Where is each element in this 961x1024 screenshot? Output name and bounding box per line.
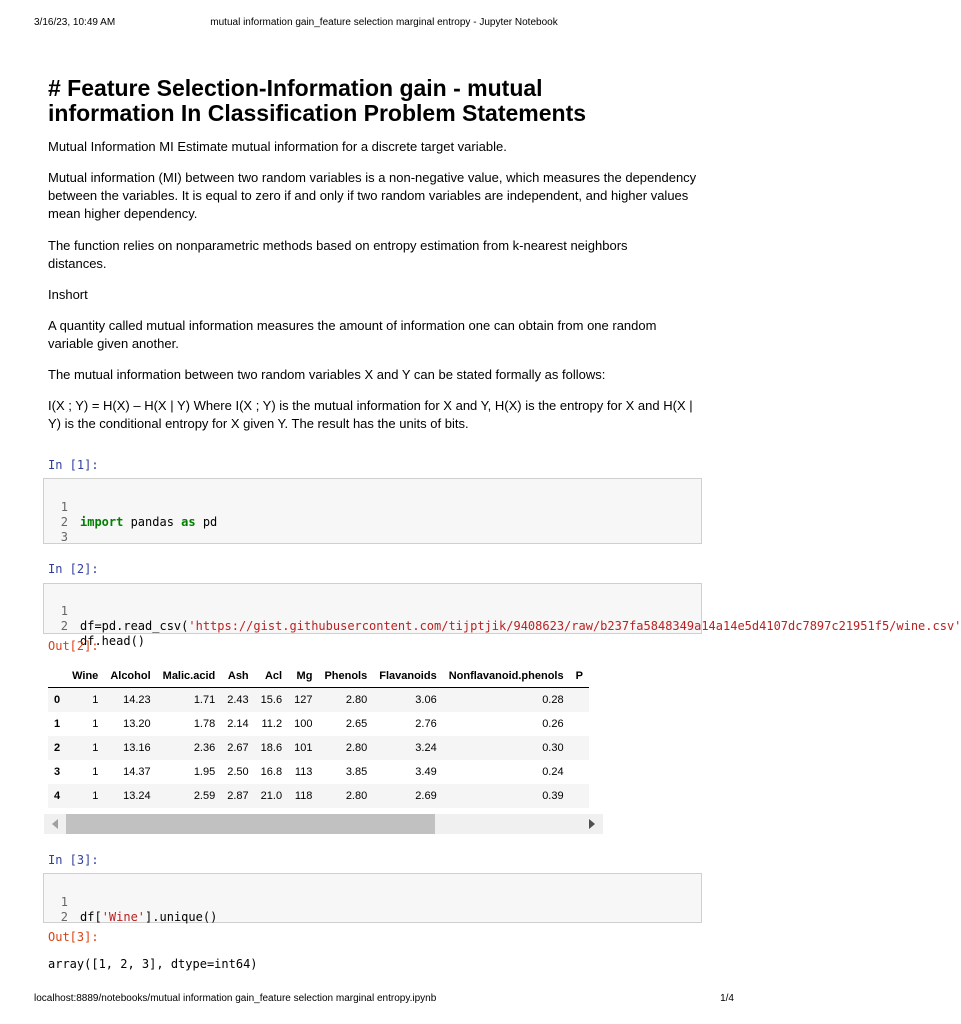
- code-token: df[: [80, 910, 102, 924]
- table-cell: 2.87: [221, 784, 254, 808]
- table-cell: 1.95: [193, 766, 216, 778]
- row-index: 3: [54, 766, 61, 778]
- string-literal: 'Wine': [101, 910, 146, 924]
- row-index: 2: [48, 736, 66, 760]
- table-cell: 13.20: [123, 718, 151, 730]
- md-paragraph-7: I(X ; Y) = H(X) – H(X | Y) Where I(X ; Y) is the mutual information for X and Y, H(X) is the entropy for X and H(X | Y) is the conditional entropy for X given Y. The result has the units of bits.: [48, 398, 693, 431]
- table-cell: 13.16: [104, 736, 156, 760]
- table-cell: 1: [66, 784, 104, 808]
- row-index: 4: [48, 784, 66, 808]
- table-cell: [570, 784, 589, 808]
- row-index: 0: [48, 688, 66, 713]
- print-date: 3/16/23, 10:49 AM: [34, 17, 116, 28]
- dataframe-table: [48, 664, 589, 808]
- code-line: [44, 485, 701, 529]
- table-cell: 3.49: [415, 766, 437, 778]
- in-prompt-2: In [2]:: [48, 562, 99, 576]
- table-cell: 21.0: [255, 784, 288, 808]
- cell-output-text: array([1, 2, 3], dtype=int64): [48, 957, 258, 971]
- code-cell-1[interactable]: [43, 478, 702, 544]
- table-cell: 14.23: [104, 688, 156, 713]
- code-line: [44, 589, 961, 633]
- column-header: [48, 664, 66, 688]
- out-prompt-3: Out[3]:: [48, 930, 99, 944]
- line-number: 2: [60, 619, 68, 633]
- table-cell: 1: [92, 766, 99, 778]
- row-index: 1: [54, 718, 61, 730]
- table-cell: 2.67: [221, 736, 254, 760]
- column-header: Mg: [288, 664, 318, 688]
- print-footer: [34, 993, 734, 1007]
- scroll-right-arrow-icon[interactable]: [589, 819, 595, 829]
- table-cell: 2.76: [415, 718, 437, 730]
- table-cell: [570, 736, 589, 760]
- line-number: 3: [60, 530, 68, 544]
- table-cell: 2.80: [318, 736, 373, 760]
- code-text: [80, 619, 961, 634]
- keyword: import: [80, 515, 124, 529]
- column-header: Wine: [66, 664, 104, 688]
- table-cell: 3.24: [373, 736, 442, 760]
- table-row: [48, 712, 589, 736]
- print-header: [34, 17, 734, 31]
- code-token: pandas: [123, 515, 182, 529]
- code-text: [80, 910, 217, 925]
- table-header-row: [48, 664, 589, 688]
- table-cell: 2.43: [221, 688, 254, 713]
- markdown-cell: [48, 75, 708, 431]
- table-cell: 2.80: [318, 688, 373, 713]
- table-row: [48, 760, 589, 784]
- horizontal-scrollbar[interactable]: [44, 814, 603, 834]
- dataframe-output: [48, 664, 603, 814]
- table-cell: 16.8: [260, 766, 283, 778]
- table-cell: 14.37: [123, 766, 151, 778]
- table-cell: 2.59: [157, 784, 222, 808]
- keyword: as: [181, 515, 196, 529]
- table-cell: 127: [288, 688, 318, 713]
- table-cell: 1: [66, 736, 104, 760]
- code-line: [44, 515, 701, 544]
- page-number: 1/4: [720, 993, 734, 1004]
- print-title: mutual information gain_feature selection marginal entropy - Jupyter Notebook: [210, 17, 558, 28]
- line-number: 1: [60, 604, 68, 618]
- md-paragraph-6: The mutual information between two random variables X and Y can be stated formally as follows:: [48, 367, 606, 382]
- column-header: Malic.acid: [157, 664, 222, 688]
- code-cell-3[interactable]: [43, 873, 702, 923]
- table-cell: [570, 688, 589, 713]
- column-header: Acl: [255, 664, 288, 688]
- code-token: ].unique(): [145, 910, 218, 924]
- table-cell: 13.24: [104, 784, 156, 808]
- table-cell: 101: [288, 736, 318, 760]
- table-cell: 0.30: [443, 736, 570, 760]
- column-header: Nonflavanoid.phenols: [443, 664, 570, 688]
- table-row: [48, 736, 589, 760]
- table-row: [48, 688, 589, 713]
- print-url: localhost:8889/notebooks/mutual information gain_feature selection marginal entropy.ipynb: [34, 993, 437, 1004]
- table-row: [48, 784, 589, 808]
- code-text: df.head(): [80, 634, 146, 648]
- md-paragraph-4: Inshort: [48, 287, 88, 302]
- line-number: 2: [60, 515, 68, 529]
- table-cell: [570, 760, 589, 784]
- table-cell: 118: [288, 784, 318, 808]
- code-token: pd: [195, 515, 218, 529]
- scrollbar-thumb[interactable]: [66, 814, 435, 834]
- table-cell: 2.50: [227, 766, 249, 778]
- table-cell: 2.80: [318, 784, 373, 808]
- column-header: P: [570, 664, 589, 688]
- code-token: df=pd.read_csv(: [80, 619, 189, 633]
- table-cell: [570, 712, 589, 736]
- table-cell: 0.24: [542, 766, 564, 778]
- line-number: 1: [60, 500, 68, 514]
- table-cell: 1.78: [193, 718, 216, 730]
- md-paragraph-5: A quantity called mutual information measures the amount of information one can obtain from one random variable given another.: [48, 318, 657, 351]
- table-body: [48, 688, 589, 809]
- in-prompt-1: In [1]:: [48, 458, 99, 472]
- table-cell: 0.39: [443, 784, 570, 808]
- table-cell: 1: [92, 718, 99, 730]
- table-cell: 15.6: [255, 688, 288, 713]
- column-header: Ash: [221, 664, 254, 688]
- in-prompt-3: In [3]:: [48, 853, 99, 867]
- notebook-heading: # Feature Selection-Information gain - mutual information In Classification Problem Statements: [48, 75, 587, 126]
- table-cell: 2.14: [227, 718, 249, 730]
- column-header: Alcohol: [104, 664, 156, 688]
- table-cell: 1.71: [157, 688, 222, 713]
- table-cell: 3.85: [345, 766, 368, 778]
- table-cell: 2.36: [157, 736, 222, 760]
- table-cell: 18.6: [255, 736, 288, 760]
- table-cell: 100: [294, 718, 313, 730]
- out-prompt-2: Out[2]:: [48, 639, 99, 653]
- scroll-left-arrow-icon[interactable]: [52, 819, 58, 829]
- md-paragraph-3: The function relies on nonparametric methods based on entropy estimation from k-nearest neighbors distances.: [48, 238, 628, 271]
- code-line: [44, 880, 701, 924]
- column-header: Flavanoids: [373, 664, 442, 688]
- line-number: 1: [60, 895, 68, 909]
- table-cell: 11.2: [261, 718, 283, 730]
- column-header: Phenols: [318, 664, 373, 688]
- table-cell: 3.06: [373, 688, 442, 713]
- table-cell: 0.28: [443, 688, 570, 713]
- table-cell: 1: [66, 688, 104, 713]
- string-literal: 'https://gist.githubusercontent.com/tijptjik/9408623/raw/b237fa5848349a14a14e5d4107dc7897c21951f5/wine.csv': [188, 619, 961, 633]
- table-cell: 113: [294, 766, 313, 778]
- md-paragraph-2: Mutual information (MI) between two random variables is a non-negative value, which measures the dependency between the variables. It is equal to zero if and only if two random variables are independent, and higher values mean higher dependency.: [48, 170, 697, 221]
- table-cell: 2.65: [345, 718, 368, 730]
- line-number: 2: [60, 910, 68, 924]
- table-cell: 0.26: [542, 718, 564, 730]
- table-cell: 2.69: [373, 784, 442, 808]
- md-paragraph-1: Mutual Information MI Estimate mutual information for a discrete target variable.: [48, 139, 507, 154]
